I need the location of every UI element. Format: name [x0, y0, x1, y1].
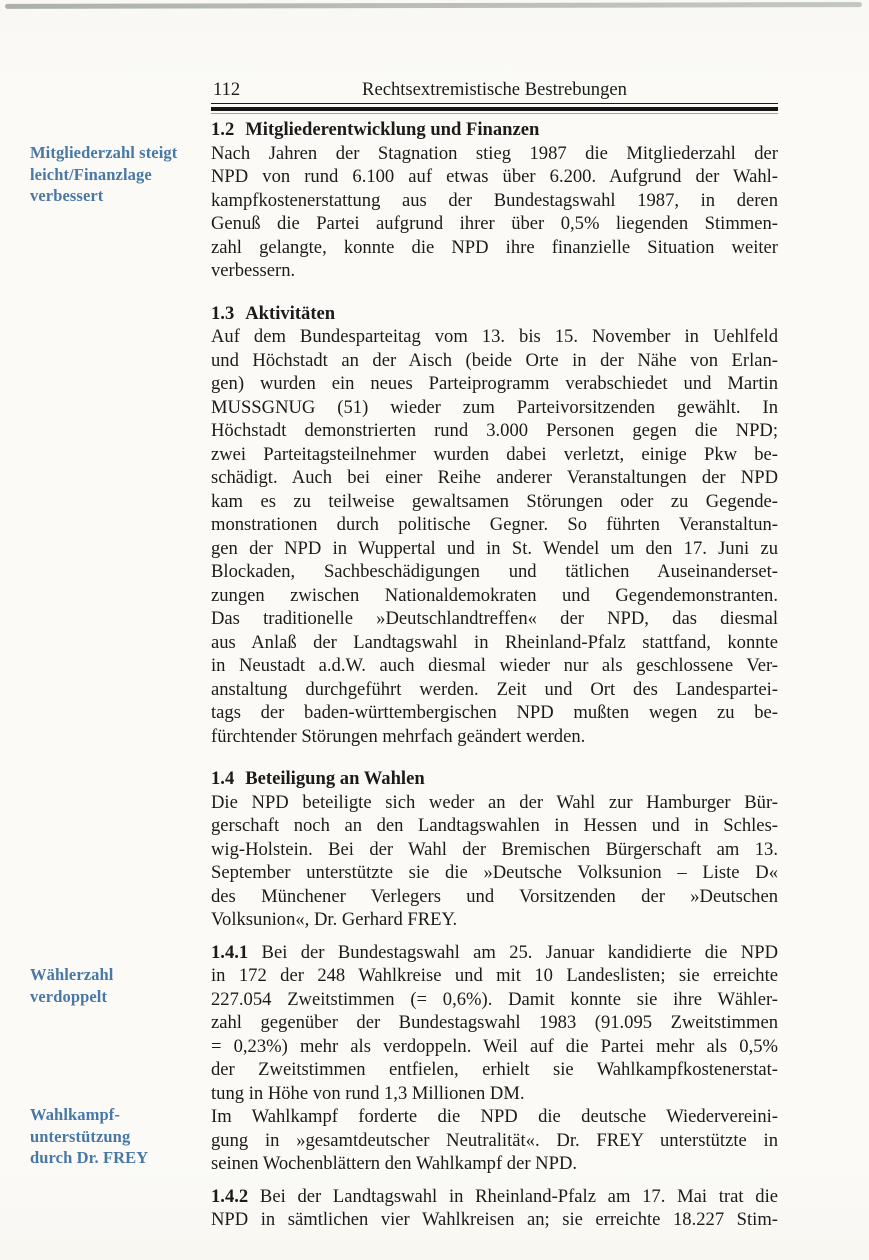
sections — [211, 118, 778, 1232]
section-heading — [211, 302, 778, 326]
text-line: tags der baden-württembergischen NPD mußten wegen zu be- — [211, 702, 778, 724]
text-line: verbessern. — [211, 260, 296, 282]
text-line: Das traditionelle »Deutschlandtreffen« der NPD, das diesmal — [211, 608, 778, 630]
page-number: 112 — [213, 79, 241, 100]
text-line: 227.054 Zweitstimmen (= 0,6%). Damit konnte sie ihre Wähler- — [211, 988, 778, 1010]
text-line: wig-Holstein. Bei der Wahl der Bremischen Bürgerschaft am 13. — [211, 838, 778, 860]
section-heading — [211, 767, 778, 791]
scan-edge-bar — [5, 2, 862, 9]
margin-note-line: verbessert — [30, 186, 104, 205]
text-line: Nach Jahren der Stagnation stieg 1987 die Mitgliederzahl der — [211, 142, 778, 164]
text-line: der Zweitstimmen entfielen, erhielt sie Wahlkampfkostenerstat- — [211, 1059, 778, 1081]
text-line: anstaltung durchgeführt werden. Zeit und Ort des Landespartei- — [211, 678, 778, 700]
text-line: seinen Wochenblättern den Wahlkampf der NPD. — [211, 1153, 578, 1175]
main-text-column — [211, 80, 778, 1232]
margin-note — [30, 1104, 210, 1169]
text-line: schädigt. Auch bei einer Reihe anderer Veranstaltungen der NPD — [211, 467, 778, 489]
text-line: des Münchener Verlegers und Vorsitzenden der »Deutschen — [211, 885, 778, 907]
text-line: 1.4.2 Bei der Landtagswahl in Rheinland-Pfalz am 17. Mai trat die — [211, 1185, 778, 1207]
text-line: zahl gegenüber der Bundestagswahl 1983 (91.095 Zweitstimmen — [211, 1012, 778, 1034]
text-line: gerschaft noch an den Landtagswahlen in Hessen und in Schles- — [211, 815, 778, 837]
text-line: monstrationen durch politische Gegner. So führten Veranstaltun- — [211, 514, 778, 536]
margin-note-line: Wahlkampf- — [30, 1105, 120, 1124]
text-line: aus Anlaß der Landtagswahl in Rheinland-Pfalz stattfand, konnte — [211, 631, 778, 653]
section-title: Mitgliederentwicklung und Finanzen — [245, 119, 540, 141]
margin-note — [30, 964, 210, 1007]
paragraph — [211, 325, 778, 748]
text-line: fürchtender Störungen mehrfach geändert werden. — [211, 725, 586, 747]
section-number: 1.2 — [211, 119, 235, 141]
running-header — [211, 80, 778, 104]
paragraph — [211, 941, 778, 1106]
text-line: Auf dem Bundesparteitag vom 13. bis 15. November in Uehlfeld — [211, 326, 778, 348]
text-line: = 0,23%) mehr als verdoppeln. Weil auf die Partei mehr als 0,5% — [211, 1035, 778, 1057]
section-title: Beteiligung an Wahlen — [245, 768, 425, 790]
text-line: kampfkostenerstattung aus der Bundestagswahl 1987, in deren — [211, 189, 778, 211]
text-line: NPD in sämtlichen vier Wahlkreisen an; sie erreichte 18.227 Stim- — [211, 1209, 778, 1231]
text-line: September unterstützte sie die »Deutsche Volksunion – Liste D« — [211, 862, 778, 884]
text-line: Die NPD beteiligte sich weder an der Wahl zur Hamburger Bür- — [211, 791, 778, 813]
margin-note-line: Wählerzahl — [30, 965, 114, 984]
section-number: 1.3 — [211, 302, 235, 324]
margin-note-line: durch Dr. FREY — [30, 1148, 149, 1167]
text-line: und Höchstadt an der Aisch (beide Orte in der Nähe von Erlan- — [211, 349, 778, 371]
text-line: Volksunion«, Dr. Gerhard FREY. — [211, 909, 458, 931]
section-1-2 — [211, 118, 778, 283]
text-line: zwei Parteitagsteilnehmer wurden dabei verletzt, einige Pkw be- — [211, 443, 778, 465]
text-line: Höchstadt demonstrierten rund 3.000 Personen gegen die NPD; — [211, 420, 778, 442]
text-line: MUSSGNUG (51) wieder zum Parteivorsitzenden gewählt. In — [211, 396, 778, 418]
text-line: Im Wahlkampf forderte die NPD die deutsche Wiedervereini- — [211, 1106, 778, 1128]
text-line: tung in Höhe von rund 1,3 Millionen DM. — [211, 1082, 525, 1104]
running-header-title: Rechtsextremistische Bestrebungen — [362, 79, 627, 100]
paragraph — [211, 1185, 778, 1232]
margin-note-line: leicht/Finanzlage — [30, 164, 152, 184]
margin-note-line: verdoppelt — [30, 986, 108, 1006]
text-line: in 172 der 248 Wahlkreise und mit 10 Landeslisten; sie erreichte — [211, 965, 778, 987]
section-1-4-1 — [211, 941, 778, 1176]
section-number: 1.4 — [211, 768, 235, 790]
text-line: in Neustadt a.d.W. auch diesmal wieder nur als geschlossene Ver- — [211, 655, 778, 677]
text-line: Genuß die Partei aufgrund ihrer über 0,5% liegenden Stimmen- — [211, 213, 778, 235]
paragraph — [211, 1105, 778, 1176]
text-line: Blockaden, Sachbeschädigungen und tätlichen Auseinanderset- — [211, 561, 778, 583]
section-1-3 — [211, 302, 778, 749]
text-line: gen) wurden ein neues Parteiprogramm verabschiedet und Martin — [211, 373, 778, 395]
text-line: kam es zu teilweise gewaltsamen Störungen oder zu Gegende- — [211, 490, 778, 512]
margin-note-line: unterstützung — [30, 1126, 131, 1146]
text-line: gung in »gesamtdeutscher Neutralität«. Dr. FREY unterstützte in — [211, 1129, 778, 1151]
paragraph — [211, 791, 778, 932]
header-rule-hairline — [211, 113, 778, 114]
text-line: NPD von rund 6.100 auf etwas über 6.200. Aufgrund der Wahl- — [211, 166, 778, 188]
paragraph — [211, 142, 778, 283]
bold-section-number: 1.4.2 — [211, 1185, 249, 1207]
margin-note — [30, 142, 210, 207]
text-line: zungen zwischen Nationaldemokraten und Gegendemonstranten. — [211, 584, 778, 606]
bold-section-number: 1.4.1 — [211, 941, 249, 963]
text-line: 1.4.1 Bei der Bundestagswahl am 25. Januar kandidierte die NPD — [211, 941, 778, 963]
section-1-4 — [211, 767, 778, 932]
section-heading — [211, 118, 778, 142]
section-title: Aktivitäten — [245, 302, 336, 324]
margin-note-line: Mitgliederzahl steigt — [30, 143, 178, 162]
section-1-4-2 — [211, 1185, 778, 1232]
text-line: gen der NPD in Wuppertal und in St. Wendel um den 17. Juni zu — [211, 537, 778, 559]
header-rule-thick — [211, 107, 778, 112]
text-line: zahl gelangte, konnte die NPD ihre finanzielle Situation weiter — [211, 236, 778, 258]
